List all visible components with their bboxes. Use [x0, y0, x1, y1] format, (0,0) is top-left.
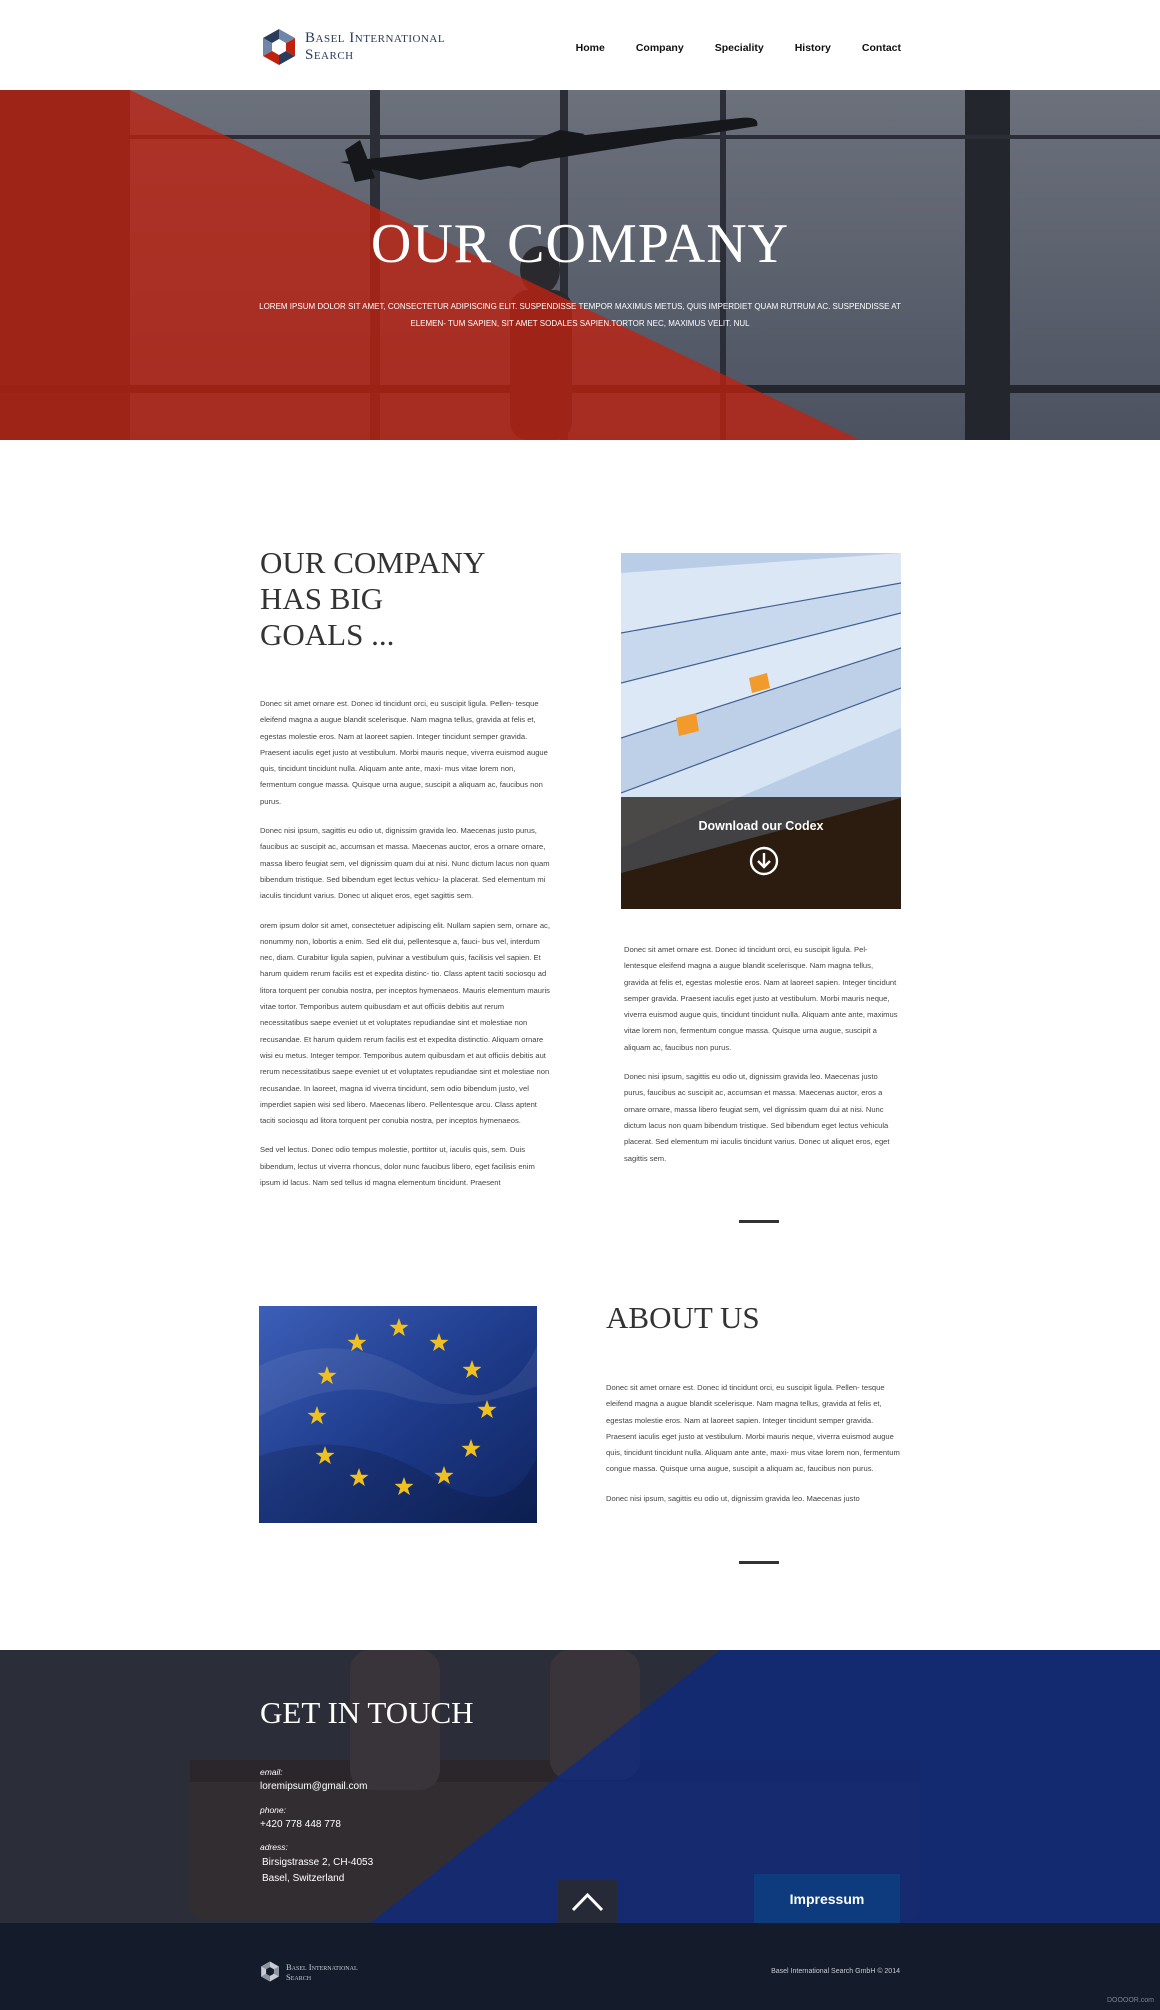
hero-banner — [0, 90, 1160, 440]
impressum-button[interactable]: Impressum — [754, 1874, 900, 1923]
goals-heading — [260, 545, 560, 653]
hero-subtitle: LOREM IPSUM DOLOR SIT AMET, CONSECTETUR ADIPISCING ELIT. SUSPENDISSE TEMPOR MAXIMUS METUS, QUIS IMPERDIET QUAM RUTRUM AC. SUSPENDISSE AT ELEMEN- TUM SAPIEN, SIT AMET SODALES SAPIEN.TORTOR NEC, MAXIMUS VELIT. NUL — [259, 302, 901, 328]
logo-line2: Search — [305, 47, 354, 63]
contact-heading: GET IN TOUCH — [260, 1695, 474, 1730]
email-link[interactable]: loremipsum@gmail.com — [260, 1781, 368, 1792]
codex-paragraph: Donec sit amet ornare est. Donec id tincidunt orci, eu suscipit ligula. Pel- lentesque eleifend magna a augue blandit scelerisque. Nam magna tellus, gravida at felis et, egestas molestie eros. Nam at laoreet sapien. Integer tincidunt semper gravida. Praesent iaculis eget justo at vestibulum. Morbi mauris neque, viverra euismod augue quis, tincidunt tincidunt nulla. Aliquam ante ante, maximus vitae lorem non, fermentum congue massa. Quisque urna augue, suscipit a aliquam ac, faucibus non purus. — [624, 945, 898, 1052]
site-footer — [0, 1923, 1160, 2010]
logo-line1: Basel International — [305, 30, 446, 46]
address-label: adress: — [260, 1842, 288, 1852]
hexagon-logo-icon — [260, 1961, 280, 1982]
codex-download-card[interactable] — [621, 553, 901, 909]
scroll-top-button[interactable] — [558, 1880, 617, 1923]
chevron-up-icon — [558, 1880, 617, 1923]
footer-logo-line1: Basel International — [286, 1961, 358, 1972]
brand-logo[interactable] — [261, 28, 445, 66]
download-circle-icon[interactable] — [749, 846, 779, 876]
goals-heading-line2: HAS BIG — [260, 581, 384, 616]
nav-speciality[interactable]: Speciality — [714, 42, 764, 54]
about-text — [606, 1380, 902, 1520]
eu-flag-image — [259, 1306, 537, 1523]
goals-paragraph: Donec nisi ipsum, sagittis eu odio ut, dignissim gravida leo. Maecenas justo purus, faucibus ac suscipit ac, accumsan et massa. Maecenas auctor, eros a ornare ornare, massa libero feugiat sem, vel dignissim quam dui at nisi. Nunc dictum lacus non quam bibendum tristique. Sed bibendum eget lectus vehicu- la placerat. Sed elementum mi iaculis tincidunt varius. Donec ut aliquet eros, eget sagittis sem. — [260, 826, 550, 901]
main-nav — [545, 42, 901, 54]
goals-paragraph: Sed vel lectus. Donec odio tempus molestie, porttitor ut, iaculis quis, sem. Duis bibendum, lectus ut viverra rhoncus, dolor nunc faucibus libero, eget facilisis enim ipsum id lacus. Nam sed tellus id magna elementum tincidunt. Praesent — [260, 1145, 535, 1188]
section-divider — [739, 1561, 779, 1564]
goals-text — [260, 696, 550, 1204]
nav-contact[interactable]: Contact — [861, 42, 901, 54]
address-line1: Birsigstrasse 2, CH-4053 — [262, 1857, 374, 1868]
phone-label: phone: — [260, 1805, 286, 1815]
phone-value[interactable]: +420 778 448 778 — [260, 1819, 341, 1830]
footer-logo[interactable] — [260, 1961, 358, 1982]
about-paragraph: Donec nisi ipsum, sagittis eu odio ut, dignissim gravida leo. Maecenas justo — [606, 1493, 860, 1503]
goals-paragraph: orem ipsum dolor sit amet, consectetuer adipiscing elit. Nullam sapien sem, ornare ac, nonummy non, lobortis a enim. Sed elit dui, pellentesque a, fauci- bus vel, interdum nec, diam. Curabitur ligula sapien, pulvinar a vestibulum quis, facilisis vel sapien. Et harum quidem rerum facilis est et expedita distinc- tio. Class aptent taciti sociosqu ad litora torquent per conubia nostra, per inceptos hymenaeos. Mauris elementum mauris vitae tortor. Temporibus autem quibusdam et aut officiis debitis aut rerum necessitatibus saepe eveniet ut et voluptates repudiandae sint et molestiae non recusandae. Et harum quidem rerum facilis est et expedita distinctio. Aliquam ornare wisi eu metus. Integer tempor. Temporibus autem quibusdam et aut officiis debitis aut rerum necessitatibus saepe eveniet ut et voluptates repudiandae sint et molestiae non recusandae. In laoreet, magna id viverra tincidunt, sem odio bibendum justo, vel imperdiet sapien wisi sed libero. Maecenas libero. Pellentesque arcu. Class aptent taciti sociosqu ad litora torquent per conubia nostra, per inceptos hymenaeos. — [260, 920, 550, 1126]
goals-heading-line1: OUR COMPANY — [260, 545, 486, 580]
eu-flag-graphic — [259, 1306, 537, 1523]
hero-title: OUR COMPANY — [370, 213, 790, 275]
hexagon-logo-icon — [261, 28, 297, 66]
copyright-text: Basel International Search GmbH © 2014 — [771, 1968, 900, 1975]
footer-logo-line2: Search — [286, 1971, 312, 1982]
about-heading: ABOUT US — [606, 1300, 760, 1335]
nav-company[interactable]: Company — [635, 42, 684, 54]
address-line2: Basel, Switzerland — [262, 1873, 345, 1884]
codex-paragraph: Donec nisi ipsum, sagittis eu odio ut, dignissim gravida leo. Maecenas justo purus, faucibus ac suscipit ac, accumsan et massa. Maecenas auctor, eros a ornare ornare, massa libero feugiat sem, vel dignissim quam dui at nisi. Nunc dictum lacus non quam bibendum tristique. Sed bibendum eget lectus vehicula placerat. Sed elementum mi iaculis tincidunt varius. Donec ut aliquet eros, eget sagittis sem. — [624, 1072, 890, 1163]
codex-download-label[interactable]: Download our Codex — [698, 819, 824, 833]
section-divider — [739, 1220, 779, 1223]
codex-text — [624, 942, 900, 1180]
contact-section — [0, 1650, 1160, 1923]
nav-home[interactable]: Home — [575, 42, 605, 54]
watermark-text: DOOOOR.com — [1106, 1997, 1154, 2004]
nav-history[interactable]: History — [794, 42, 831, 54]
about-paragraph: Donec sit amet ornare est. Donec id tincidunt orci, eu suscipit ligula. Pellen- tesque eleifend magna a augue blandit scelerisque. Nam magna tellus, gravida at felis et, egestas molestie eros. Nam at laoreet sapien. Integer tincidunt semper gravida. Praesent iaculis eget justo at vestibulum. Morbi mauris neque, viverra euismod augue quis, tincidunt tincidunt nulla. Aliquam ante ante, maxi- mus vitae lorem non, fermentum congue massa. Quisque urna augue, suscipit a aliquam ac, faucibus non purus. — [606, 1383, 900, 1474]
goals-heading-line3: GOALS ... — [260, 617, 395, 652]
site-header — [0, 0, 1160, 90]
email-label: email: — [260, 1767, 283, 1777]
goals-paragraph: Donec sit amet ornare est. Donec id tincidunt orci, eu suscipit ligula. Pellen- tesque eleifend magna a augue blandit scelerisque. Nam magna tellus, gravida at felis et, egestas molestie eros. Nam at laoreet sapien. Integer tincidunt semper gravida. Praesent iaculis eget justo at vestibulum. Morbi mauris neque, viverra euismod augue quis, tincidunt tincidunt nulla. Aliquam ante ante, maxi- mus vitae lorem non, fermentum congue massa. Quisque urna augue, suscipit a aliquam ac, faucibus non purus. — [260, 699, 548, 806]
